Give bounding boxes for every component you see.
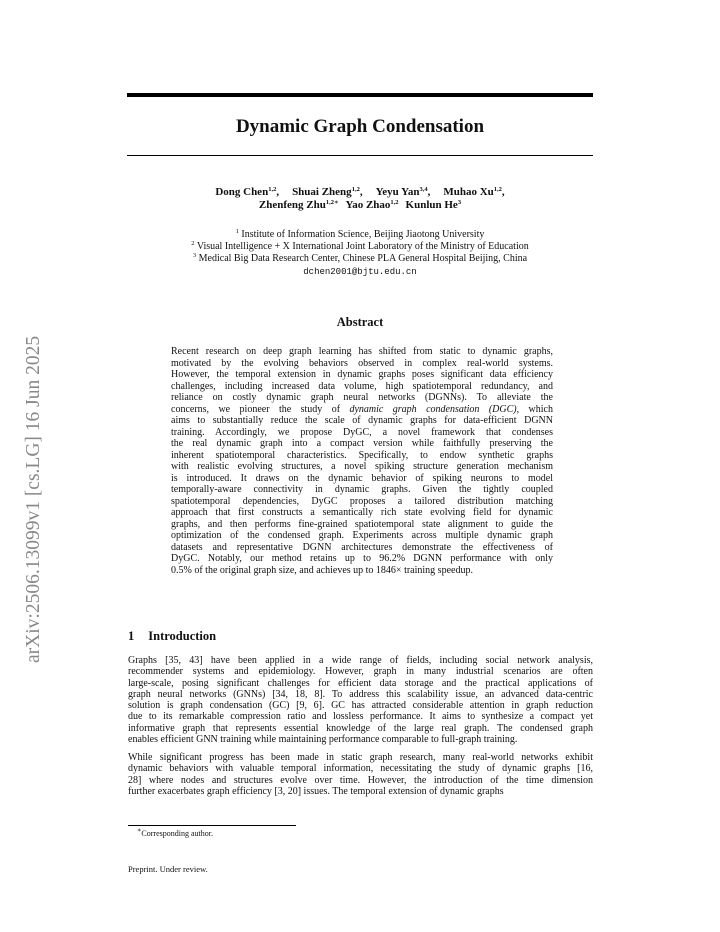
author-affiliation-mark: 3 (457, 199, 462, 206)
abstract-line (171, 404, 553, 416)
author-name: Dong Chen (215, 186, 269, 198)
arxiv-identifier: arXiv:2506.13099v1 [cs.LG] 16 Jun 2025 (23, 335, 44, 663)
author-affiliation-mark: 1,2 (351, 186, 360, 193)
author-name: Zhenfeng Zhu (258, 199, 326, 211)
author-name: Yao Zhao (345, 199, 391, 211)
affiliation-text: Visual Intelligence + X International Joint Laboratory of the Ministry of Education (196, 241, 529, 252)
title-top-rule (127, 93, 593, 97)
footnote-mark: ∗ (137, 827, 142, 834)
abstract-body (171, 346, 553, 576)
footnote-rule (128, 825, 296, 826)
author-affiliation-mark: 1,2 (390, 199, 399, 206)
abstract-line: DyGC. Notably, our method retains up to 96.2% DGNN performance with only (171, 553, 553, 564)
affiliation-text: Institute of Information Science, Beijing Jiaotong University (241, 229, 485, 240)
paragraph-line: recommender systems and epidemiology. However, graph in many industrial scenarios are often (128, 666, 593, 678)
author-affiliation-mark: 1,2∗ (325, 199, 339, 206)
section-heading (128, 628, 216, 644)
affiliation-mark: 1 (235, 228, 239, 235)
affiliation-line (127, 253, 593, 265)
abstract-line: the real dynamic graph into a compact version while faithfully preserving the (171, 438, 553, 449)
emphasized-term: dynamic graph condensation (DGC) (349, 403, 517, 415)
author-name: Kunlun He (405, 199, 458, 211)
footnote-text: Corresponding author. (141, 829, 213, 838)
abstract-line: graphs, and then performs fine-grained spatiotemporal state alignment to guide the (171, 518, 553, 530)
intro-paragraph-1 (128, 655, 593, 745)
abstract-line: optimization of the condensed graph. Experiments across multiple dynamic graph (171, 530, 553, 541)
abstract-line: spatiotemporal dependencies, DyGC proposes a tailored distribution matching (171, 495, 553, 507)
affiliation-text: Medical Big Data Research Center, Chinese PLA General Hospital Beijing, China (198, 253, 528, 264)
abstract-line: However, the temporal extension in dynamic graphs poses significant data efficiency (171, 369, 553, 380)
abstract-line: inherent spatiotemporal characteristics. Specifically, to endow synthetic graphs (171, 449, 553, 461)
abstract-line: motivated by the evolving behaviors observed in complex real-world systems. (171, 357, 553, 369)
affiliation-mark: 3 (192, 252, 197, 259)
footnote (137, 829, 213, 839)
author-name: Shuai Zheng (292, 186, 352, 198)
author-affiliation-mark: 1,2 (493, 186, 502, 193)
author-line-2 (127, 199, 593, 212)
abstract-line: datasets and representative DGNN architectures demonstrate the effectiveness of (171, 541, 553, 553)
author-name: Yeyu Yan (375, 186, 420, 198)
author-line-1: Dong Chen$^{1,2}$, Shuai Zheng$^{1,2}$, Yeyu Yan$^{3,4}$, Muhao Xu$^{1,2}$, (215, 186, 505, 198)
paragraph-line: dynamic behaviors with valuable temporal information, necessitating the study of dynamic graphs [16, (128, 763, 593, 775)
abstract-line: aims to substantially reduce the scale of dynamic graphs for data-efficient DGNN (171, 415, 553, 426)
author-affiliation-mark: 1,2 (268, 186, 277, 193)
affiliation-line (127, 229, 593, 241)
paragraph-line: graph neural networks (GNNs) [34, 18, 8]. To address this scalability issue, an advanced data-centric (128, 688, 593, 700)
section-title: Introduction (148, 629, 217, 643)
paragraph-line: enables efficient GNN training while maintaining performance comparable to full-graph training. (128, 734, 518, 746)
paragraph-line: 28] where nodes and structures evolve over time. However, the introduction of the time dimension (128, 774, 593, 786)
paragraph-line: Graphs [35, 43] have been applied in a wide range of fields, including social network analysis, (128, 655, 593, 666)
abstract-line: Recent research on deep graph learning has shifted from static to dynamic graphs, (171, 346, 553, 357)
paper-title: Dynamic Graph Condensation (235, 116, 485, 137)
author-name: Muhao Xu (443, 186, 494, 198)
section-number: 1 (128, 629, 135, 643)
affiliation-line (127, 241, 593, 253)
abstract-line: approach that first constructs a semantically rich state evolving field for dynamic (171, 507, 553, 518)
author-list (127, 186, 593, 212)
abstract-line: with realistic evolving structures, a novel spiking structure generation mechanism (171, 461, 553, 472)
abstract-line: challenges, including increased data volume, high spatiotemporal redundancy, and (171, 380, 553, 392)
text-run: concerns, we pioneer the study of (171, 403, 350, 415)
abstract-line: reliance on costly dynamic graph neural networks (DGNNs). To alleviate the (171, 392, 553, 403)
affiliation-list (127, 229, 593, 265)
author-affiliation-mark: 3,4 (419, 186, 428, 193)
paragraph-line: further exacerbates graph efficiency [3, 20] issues. The temporal extension of dynamic graphs (128, 785, 504, 797)
abstract-line: temporally-aware connectivity in dynamic graphs. Given the tightly coupled (171, 484, 553, 495)
text-run: , which (516, 403, 553, 415)
paragraph-line: solution is graph condensation (GC) [9, 6]. GC has attracted considerable attention in graph reduction (128, 700, 593, 712)
abstract-line: is introduced. It draws on the dynamic behavior of spiking neurons to model (171, 472, 553, 484)
paragraph-line: due to its remarkable compression ratio and lossless performance. It aims to synthesize a compact yet (128, 711, 593, 723)
paragraph-line: informative graph that represents essential knowledge of the large real graph. The condensed graph (128, 722, 593, 734)
abstract-line: 0.5% of the original graph size, and achieves up to 1846× training speedup. (171, 564, 473, 576)
paragraph-line: While significant progress has been made in static graph research, many real-world networks exhibit (128, 752, 593, 763)
paragraph-line: large-scale, posing significant challenges for efficient data storage and the practical applications of (128, 677, 593, 689)
abstract-line: training. Accordingly, we propose DyGC, a novel framework that condenses (171, 426, 553, 438)
affiliation-mark: 2 (191, 240, 195, 247)
page-footer: Preprint. Under review. (128, 864, 208, 874)
title-bottom-rule (127, 155, 593, 156)
author-email: dchen2001@bjtu.edu.cn (303, 267, 417, 277)
intro-paragraph-2 (128, 752, 593, 797)
abstract-heading: Abstract (336, 315, 384, 329)
